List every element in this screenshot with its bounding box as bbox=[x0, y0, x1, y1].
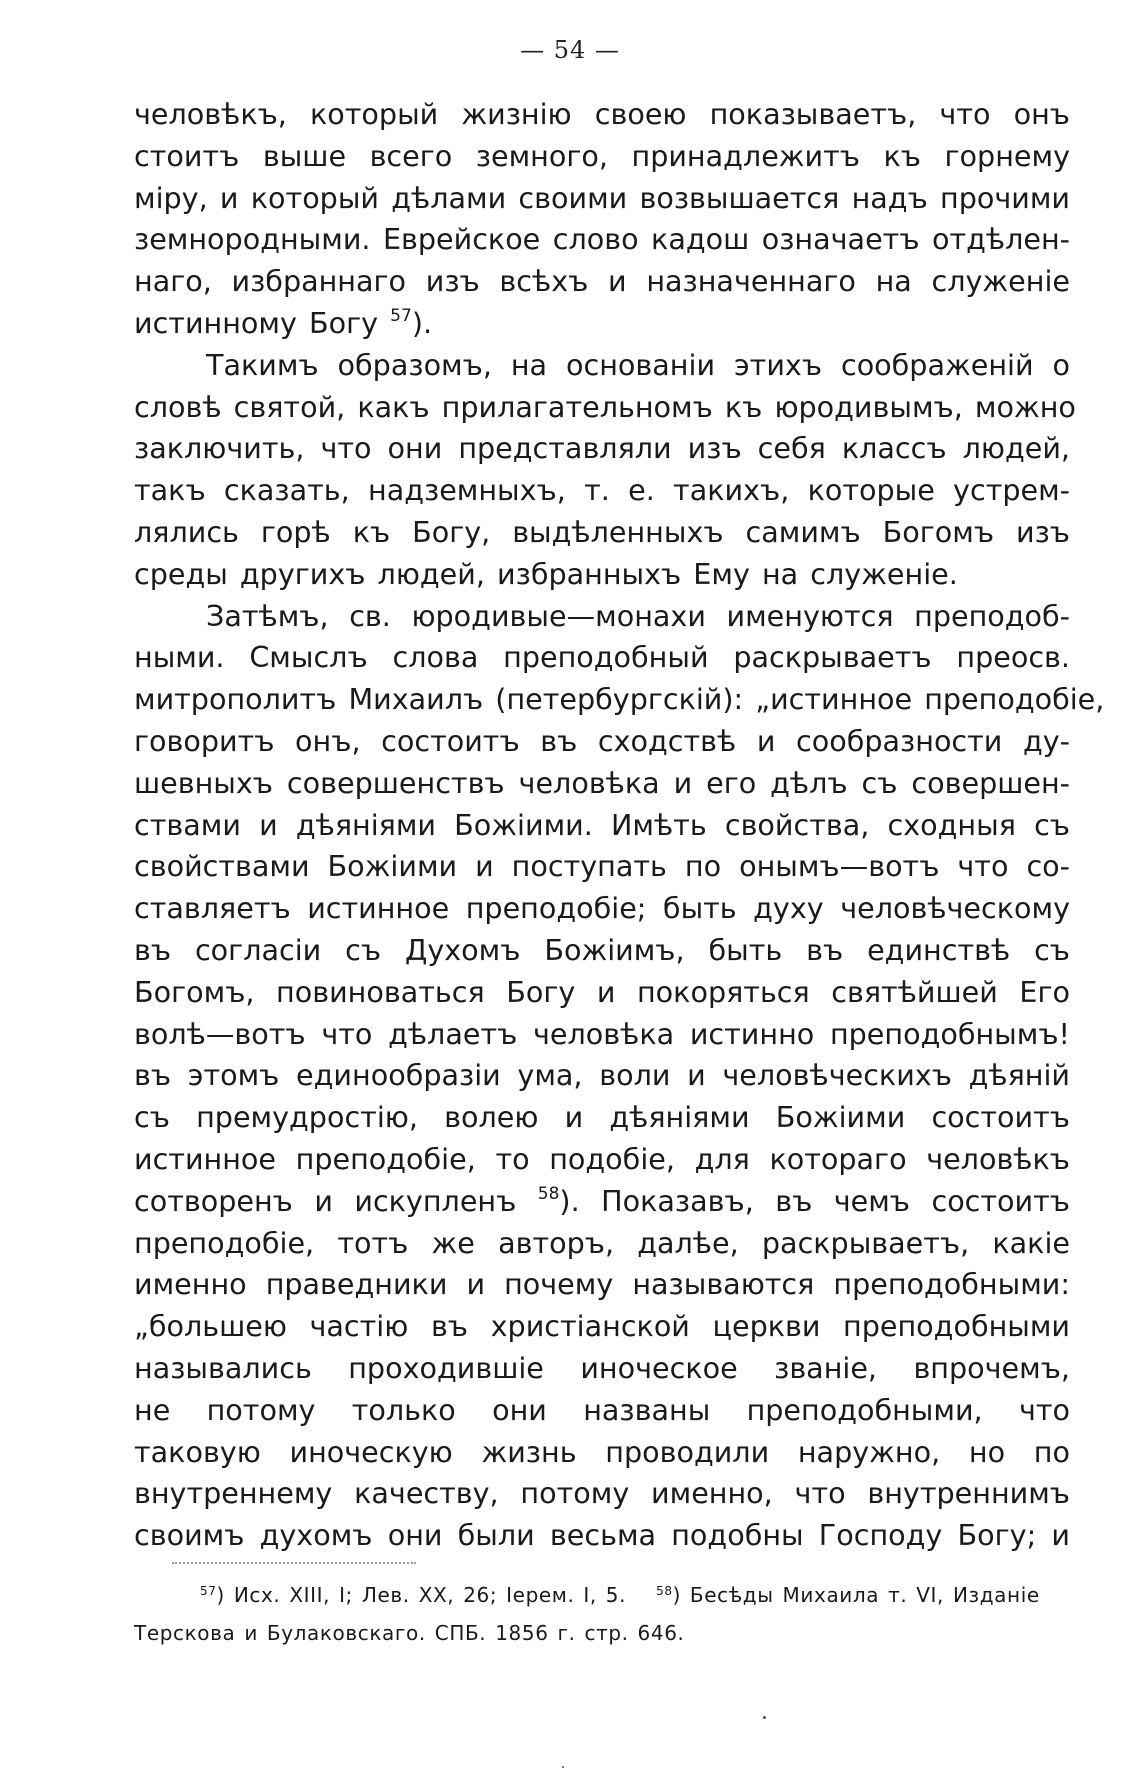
text-fragment: ). bbox=[411, 305, 433, 340]
text-line: міру, и который дѣлами своими возвышается надъ прочими bbox=[134, 180, 1070, 215]
text-line: именно праведники и почему называются преподобными: bbox=[134, 1267, 1070, 1302]
footnote-marker-58: 58 bbox=[656, 1584, 673, 1598]
footnote-58-text: ) Бесѣды Михаила т. VI, Изданіе bbox=[672, 1583, 1040, 1607]
paper-speck bbox=[763, 1716, 766, 1719]
paper-speck bbox=[562, 1766, 564, 1768]
text-line: внутреннему качеству, потому именно, что внутреннимъ bbox=[134, 1476, 1070, 1511]
text-line: говоритъ онъ, состоитъ въ сходствѣ и сообразности ду- bbox=[134, 723, 1070, 758]
footnote-line bbox=[134, 1578, 1070, 1616]
page-number: — 54 — bbox=[520, 36, 620, 64]
text-line: Богомъ, повиноваться Богу и покоряться святѣйшей Его bbox=[134, 974, 1070, 1009]
paragraph-2 bbox=[134, 345, 1076, 596]
text-line: преподобіе, тотъ же авторъ, далѣе, раскрываетъ, какіе bbox=[134, 1225, 1070, 1260]
text-line bbox=[134, 1181, 1070, 1223]
footnotes bbox=[134, 1578, 1070, 1651]
text-line: шевныхъ совершенствъ человѣка и его дѣлъ съ совершен- bbox=[134, 765, 1070, 800]
text-line: такъ сказать, надземныхъ, т. е. такихъ, которые устрем- bbox=[134, 473, 1070, 508]
text-fragment: истинному Богу bbox=[134, 305, 379, 340]
text-line: своимъ духомъ они были весьма подобны Господу Богу; и bbox=[134, 1518, 1070, 1553]
text-line: въ согласіи съ Духомъ Божіимъ, быть въ единствѣ съ bbox=[134, 932, 1070, 967]
text-line: въ этомъ единообразіи ума, воли и человѣческихъ дѣяній bbox=[134, 1058, 1070, 1093]
text-line: ствами и дѣяніями Божіими. Имѣть свойства, сходныя съ bbox=[134, 807, 1070, 842]
text-line bbox=[134, 303, 1070, 345]
footnote-line: Терскова и Булаковскаго. СПБ. 1856 г. стр. 646. bbox=[134, 1621, 685, 1645]
text-line: словѣ святой, какъ прилагательномъ къ юродивымъ, можно bbox=[134, 389, 1076, 424]
text-line: митрополитъ Михаилъ (петербургскій): „истинное преподобіе, bbox=[134, 682, 1105, 717]
footnote-57-text: ) Исх. XIII, I; Лев. XX, 26; Iерем. I, 5. bbox=[216, 1583, 627, 1607]
footnote-divider bbox=[172, 1562, 416, 1564]
text-line: ными. Смыслъ слова преподобный раскрываетъ преосв. bbox=[134, 640, 1070, 675]
text-line: заключить, что они представляли изъ себя классъ людей, bbox=[134, 431, 1070, 466]
text-line: волѣ—вотъ что дѣлаетъ человѣка истинно преподобнымъ! bbox=[134, 1016, 1070, 1051]
text-line: лялись горѣ къ Богу, выдѣленныхъ самимъ Богомъ изъ bbox=[134, 514, 1070, 549]
text-line: земнородными. Еврейское слово кадош означаетъ отдѣлен- bbox=[134, 222, 1070, 257]
text-line: не потому только они названы преподобными, что bbox=[134, 1392, 1070, 1427]
text-fragment: ). Показавъ, въ чемъ состоитъ bbox=[559, 1183, 1070, 1218]
footnote-ref-58: 58 bbox=[537, 1183, 560, 1204]
text-line: свойствами Божіими и поступать по онымъ—вотъ что со- bbox=[134, 849, 1070, 884]
text-line: таковую иноческую жизнь проводили наружно, но по bbox=[134, 1434, 1070, 1469]
paragraph-1 bbox=[134, 94, 1070, 345]
text-line: человѣкъ, который жизнію своею показываетъ, что онъ bbox=[134, 97, 1070, 131]
text-line: наго, избраннаго изъ всѣхъ и назначеннаго на служеніе bbox=[134, 264, 1070, 299]
footnote-marker-57: 57 bbox=[200, 1584, 217, 1598]
text-line: ставляетъ истинное преподобіе; быть духу человѣческому bbox=[134, 891, 1070, 926]
text-line: Затѣмъ, св. юродивые—монахи именуются преподоб- bbox=[206, 598, 1070, 633]
footnote-ref-57: 57 bbox=[390, 305, 412, 326]
text-line: „большею частію въ христіанской церкви преподобными bbox=[134, 1309, 1070, 1344]
main-text bbox=[134, 94, 1105, 1557]
paragraph-3 bbox=[134, 596, 1105, 1557]
text-line: Такимъ образомъ, на основаніи этихъ соображеній о bbox=[206, 347, 1070, 382]
text-line: съ премудростію, волею и дѣяніями Божіими состоитъ bbox=[134, 1100, 1070, 1135]
text-line: стоитъ выше всего земного, принадлежитъ къ горнему bbox=[134, 138, 1070, 173]
text-line: среды другихъ людей, избранныхъ Ему на служеніе. bbox=[134, 556, 958, 591]
text-fragment: сотворенъ и искупленъ bbox=[134, 1183, 517, 1218]
text-line: назывались проходившіе иноческое званіе, впрочемъ, bbox=[134, 1350, 1070, 1385]
text-line: истинное преподобіе, то подобіе, для котораго человѣкъ bbox=[134, 1141, 1070, 1176]
